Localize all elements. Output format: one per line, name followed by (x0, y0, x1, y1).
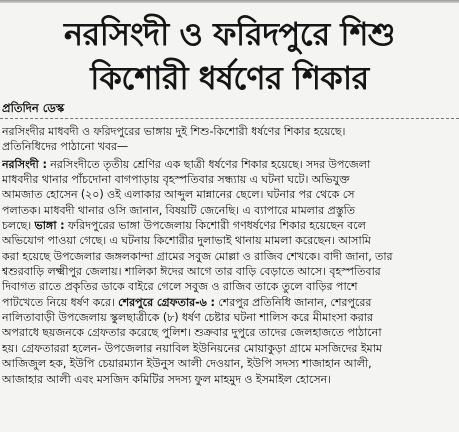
article-body (2, 124, 457, 387)
byline: প্রতিদিন ডেস্ক (2, 101, 65, 115)
text-run: শ্বশুরবাড়ি লক্ষ্মীপুর জেলায়। শালিকা ঈদের আগে তার বাড়ি বেড়াতে আসে। বৃহস্পতিবার (2, 265, 381, 279)
text-run: আজিজুল হক, ইউপি চেয়ারম্যান ইউনুস আলী দেওয়ান, ইউপি সদস্য শাজাহান আলী, (2, 357, 372, 371)
article-line (2, 157, 457, 172)
article-line (2, 249, 457, 264)
article-line (2, 187, 457, 202)
text-run: প্রতিনিধিদের পাঠানো খবর— (2, 140, 129, 154)
text-run: দিবাগত রাতে প্রকৃতির ডাকে বাইরে গেলে সবুজ ও রাজিব তাকে তুলে বাড়ির পাশে (2, 280, 358, 294)
article-line (2, 139, 457, 154)
article-line (2, 372, 457, 387)
text-run: অভিযোগ পাওয়া গেছে। এ ঘটনায় কিশোরীর দুলাভাই থানায় মামলা করেছেন। আসামি (2, 234, 371, 248)
text-run: মাধবদীর থানার পাঁচদোনা বাগপাড়ায় বৃহস্পতিবার সন্ধ্যায় এ ঘটনা ঘটে। অভিযুক্ত (2, 173, 350, 187)
headline-line-2: কিশোরী ধর্ষণের শিকার (90, 59, 369, 97)
article-line (2, 172, 457, 187)
article-line (2, 341, 457, 356)
byline-divider (0, 118, 459, 119)
text-run: নালিতাবাড়ী উপজেলায় স্কুলছাত্রীকে (৮) ধর্ষণ চেষ্টার ঘটনা শালিস করে মীমাংসা করার (2, 311, 374, 325)
text-run: হয়। গ্রেফতাররা হলেন- উপজেলার নয়াবিল ইউনিয়নের মোয়াকুড়া গ্রামে মসজিদের ইমাম (2, 341, 382, 355)
article-line (2, 279, 457, 294)
text-run: নরসিংদীতে তৃতীয় শ্রেণির এক ছাত্রী ধর্ষণের শিকার হয়েছে। সদর উপজেলা (46, 157, 371, 171)
text-run: পলাতক। মাধবদী থানার ওসি জানান, বিষয়টি জেনেছি। এ ব্যাপারে মামলার প্রস্তুতি (2, 203, 356, 217)
text-run: আজাহার আলী এবং মসজিদ কমিটির সদস্য ফুল মাহমুদ ও ইসমাইল হোসেন। (2, 372, 332, 386)
text-run: করা হয়েছে উপজেলার জঙ্গলকান্দা গ্রামের সবুজ মোল্লা ও রাজিব শেখকে। বাদী জানা, তার (2, 249, 393, 263)
text-run: পাটখেতে নিয়ে ধর্ষণ করে। (2, 295, 119, 309)
article-line (2, 310, 457, 325)
text-run: শেরপুর প্রতিনিধি জানান, শেরপুরের (214, 295, 372, 309)
article-line (2, 264, 457, 279)
article-line (2, 295, 457, 310)
article-line (2, 233, 457, 248)
text-run: ফরিদপুরের ভাঙ্গা উপজেলায় কিশোরী গণধর্ষণের শিকার হয়েছেন বলে (64, 219, 366, 233)
section-lead: শেরপুরে গ্রেফতার-৬ : (118, 295, 215, 309)
text-run: নরসিংদীর মাধবদী ও ফরিদপুরের ভাঙ্গায় দুই শিশু-কিশোরী ধর্ষণের শিকার হয়েছে। (2, 125, 346, 138)
section-lead: নরসিংদী : (2, 157, 47, 171)
text-run: আমজাত হোসেন (২০) ওই এলাকার আব্দুল মান্নানের ছেলে। ঘটনার পর থেকে সে (2, 188, 355, 202)
article-line (2, 203, 457, 218)
article-line (2, 218, 457, 233)
top-rule (0, 0, 459, 3)
text-run: চলছে। (2, 219, 35, 233)
article-line (2, 325, 457, 340)
headline-line-1: নরসিংদী ও ফরিদপুরে শিশু (64, 15, 395, 53)
article-line (2, 124, 457, 139)
article-line (2, 356, 457, 371)
section-lead: ভাঙ্গা : (34, 219, 65, 233)
text-run: অপরাধে ছয়জনকে গ্রেফতার করেছে পুলিশ। শুক্রবার দুপুরে তাদের জেলহাজতে পাঠানো (2, 326, 382, 340)
